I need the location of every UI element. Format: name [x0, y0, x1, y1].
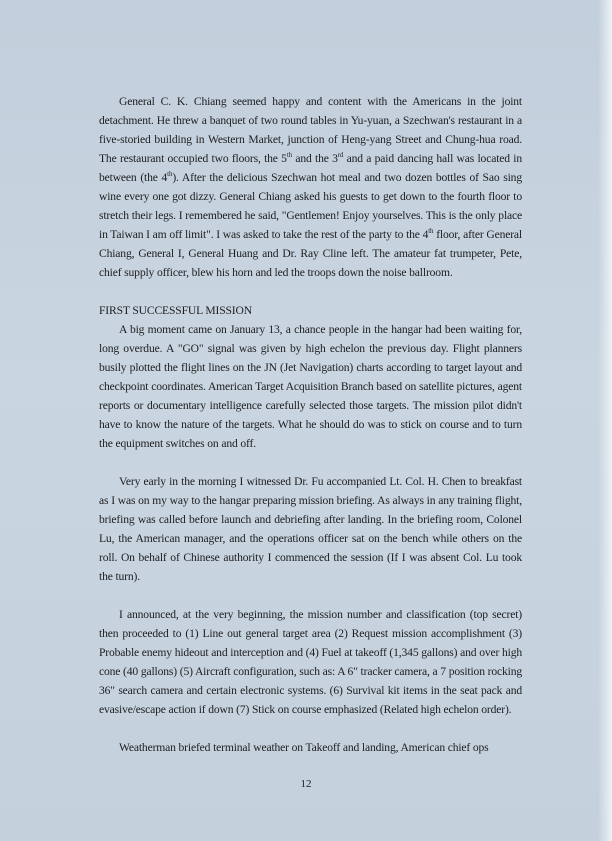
page-number: 12: [300, 778, 312, 790]
paragraph-text: floor, after General Chiang, General I, General Huang and Dr. Ray Cline left. The amateur fat trumpeter, Pete, chief supply officer, blew his horn and led the troops down the noise ballroom.: [99, 228, 522, 279]
paragraph-announcement: I announced, at the very beginning, the mission number and classification (top secret) then proceeded to (1) Line out general target area (2) Request mission accomplishment (3) Probable enemy hideout and interception and (4) Fuel at takeoff (1,345 gallons) and over high cone (40 gallons) (5) Aircraft configuration, such as: A 6" tracker camera, a 7 position rocking 36" search camera and certain electronic systems. (6) Survival kit items in the seat pack and evasive/escape action if down (7) Stick on course emphasized (Related high echelon order).: [99, 608, 522, 716]
paragraph-banquet: [99, 92, 522, 282]
ordinal-suffix: th: [428, 227, 434, 236]
page-edge: [598, 0, 612, 841]
section-heading: FIRST SUCCESSFUL MISSION: [99, 304, 252, 317]
paragraph-text: General C. K. Chiang seemed happy and content with the Americans in the joint detachment. He threw a banquet of two round tables in Yu-yuan, a Szechwan's restaurant in a five-storied building in Western Market, junction of Heng-yang Street and Chung-hua road. The restaurant occupied two floors, the 5: [99, 95, 522, 165]
paragraph-text: ). After the delicious Szechwan hot meal and two dozen bottles of Sao sing wine every one got dizzy. General Chiang asked his guests to get down to the fourth floor to stretch their legs. I remembered he said, "Gentlemen! Enjoy yourselves. This is the only place in Taiwan I am off limit". I was asked to take the rest of the party to the 4: [99, 171, 522, 241]
paragraph-big-moment: A big moment came on January 13, a chance people in the hangar had been waiting for, long overdue. A "GO" signal was given by high echelon the previous day. Flight planners busily plotted the flight lines on the JN (Jet Navigation) charts according to target layout and checkpoint coordinates. American Target Acquisition Branch based on satellite pictures, agent reports or documentary intelligence carefully selected those targets. The mission pilot didn't have to know the nature of the targets. What he should do was to stick on course and to turn the equipment switches on and off.: [99, 323, 522, 450]
paragraph-text: and the 3: [291, 152, 338, 165]
ordinal-suffix: th: [286, 151, 292, 160]
ordinal-suffix: th: [167, 170, 173, 179]
paragraph-early-morning: Very early in the morning I witnessed Dr. Fu accompanied Lt. Col. H. Chen to breakfast as I was on my way to the hangar preparing mission briefing. As always in any training flight, briefing was called before launch and debriefing after landing. In the briefing room, Colonel Lu, the American manager, and the operations officer sat on the bench while others on the roll. On behalf of Chinese authority I commenced the session (If I was absent Col. Lu took the turn).: [99, 475, 522, 583]
document-body: [99, 92, 522, 757]
ordinal-suffix: rd: [337, 151, 344, 160]
paragraph-text: and a paid dancing hall was located in between (the 4: [99, 152, 522, 184]
paragraph-weatherman: Weatherman briefed terminal weather on Takeoff and landing, American chief ops: [119, 741, 489, 754]
